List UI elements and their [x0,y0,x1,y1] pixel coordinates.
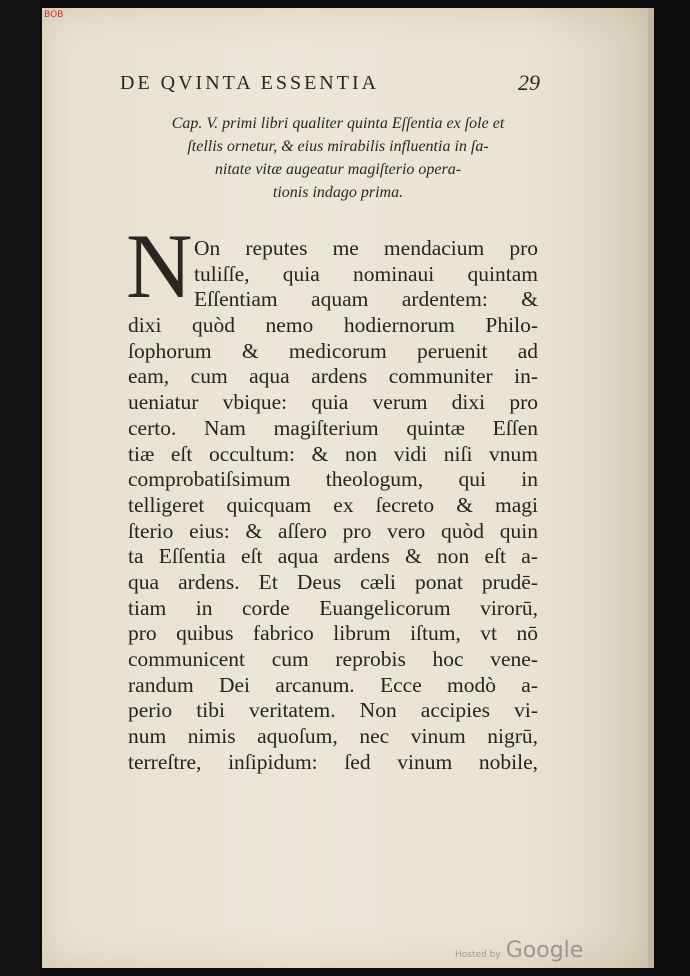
text-line: ta Eſſentia eſt aqua ardens & non eſt a- [128,544,538,569]
text-line: perio tibi veritatem. Non accipies vi- [128,698,538,723]
google-logo: Google [505,938,584,963]
text-line: randum Dei arcanum. Ecce modò a- [128,672,538,697]
text-line: tiam in corde Euangelicorum virorū, [128,595,538,620]
text-line: telligeret quicquam ex ſecreto & magi [128,492,538,517]
library-stamp: ВОВ [44,10,64,20]
drop-cap: N [126,215,193,317]
text-line: ſterio eius: & aſſero pro vero quòd quin [128,518,538,543]
text-line: num nimis aquoſum, nec vinum nigrū, [128,724,538,749]
running-head [120,70,540,100]
text-line: terreſtre, inſipidum: ſed vinum nobile, [128,749,538,774]
hosted-by-watermark [455,938,583,963]
text-line: Eſſentiam aquam ardentem: & [194,287,538,312]
text-line: qua ardens. Et Deus cæli ponat prudē- [128,569,538,594]
book-page [42,8,654,968]
text-line: tuliſſe, quia nominaui quintam [194,261,538,286]
chapter-heading-line: Cap. V. primi libri qualiter quinta Eſſentia ex ſole et [171,115,505,132]
text-line: ſophorum & medicorum peruenit ad [128,338,538,363]
chapter-heading-line: ſtellis ornetur, & eius mirabilis influentia in ſa- [187,138,489,155]
text-line: dixi quòd nemo hodiernorum Philo- [128,313,538,338]
text-line: comprobatiſsimum theologum, qui in [128,467,538,492]
text-line: ueniatur vbique: quia verum dixi pro [128,390,538,415]
hosted-by-label: Hosted by [455,950,501,960]
chapter-heading-line: tionis indago prima. [272,184,404,201]
text-line: communicent cum reprobis hoc vene- [128,647,538,671]
text-line: tiæ eſt occultum: & non vidi niſi vnum [128,441,538,466]
binding-edge [0,0,40,976]
page-number: 29 [518,70,540,95]
text-line: certo. Nam magiſterium quintæ Eſſen [128,415,538,440]
chapter-heading-line: nitate vitæ augeatur magiſterio opera- [214,161,462,178]
text-line: pro quibus fabrico librum iſtum, vt nō [128,621,538,646]
chapter-heading [128,112,548,204]
running-title: DE QVINTA ESSENTIA [120,72,380,94]
text-line: eam, cum aqua ardens communiter in- [128,364,538,389]
body-text [128,236,538,775]
text-line: On reputes me mendacium pro [194,236,538,260]
